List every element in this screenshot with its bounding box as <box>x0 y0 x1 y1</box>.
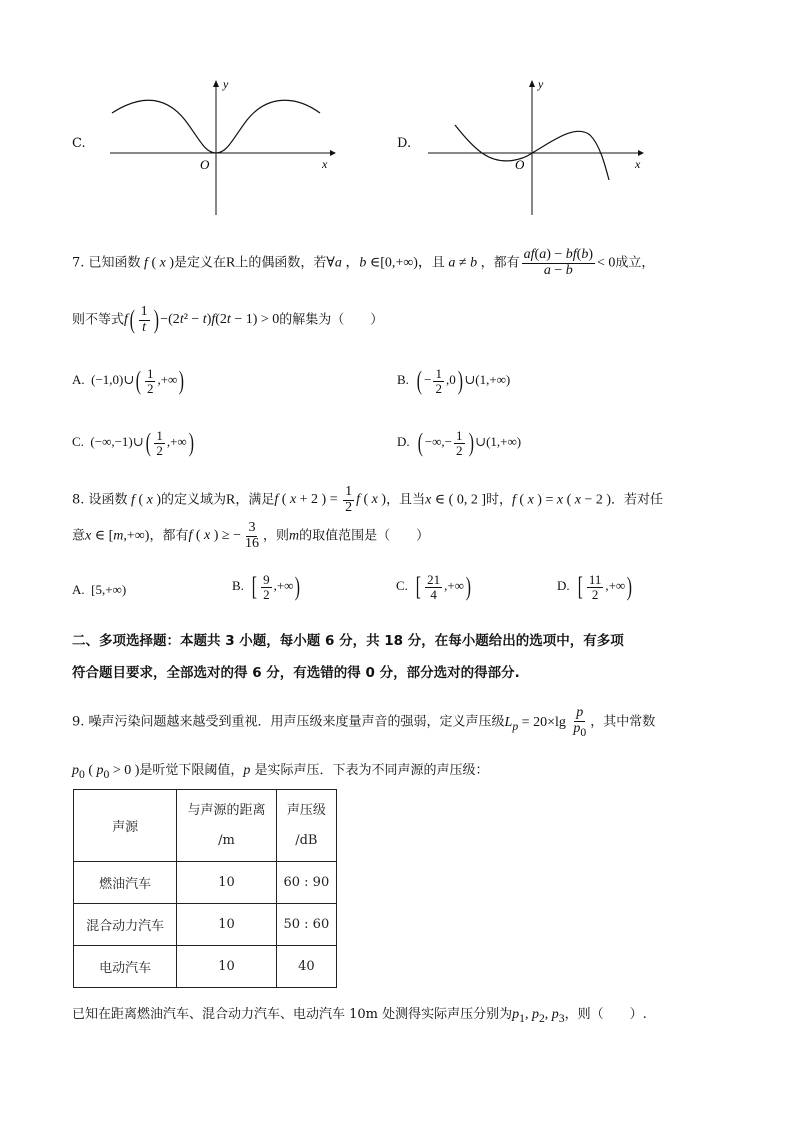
q9-footer: 已知在距离燃油汽车、混合动力汽车、电动汽车 10m 处测得实际声压分别为$p_1$, $p_2$, $p_3$，则（ ）. <box>72 1007 647 1025</box>
table-row: 混合动力汽车 10 50 : 60 <box>74 904 337 946</box>
q7-a-ne-b: a ≠ b <box>444 255 478 271</box>
section2-heading-line2: 符合题目要求，全部选对的得 6 分，有选错的得 0 分，部分选对的得部分. <box>72 665 520 681</box>
graph-c-y-label: y <box>223 77 229 91</box>
q7-text-d: 上的偶函数，若 <box>235 255 327 271</box>
table-row: 电动汽车 10 40 <box>74 946 337 988</box>
q7-forall: ∀a ，b ∈[0,+∞)， <box>326 255 432 271</box>
graph-d-x-arrow <box>638 150 644 156</box>
graph-d-y-arrow <box>529 80 535 87</box>
sound-source-table <box>73 789 337 988</box>
q8-stem-line2: 意x ∈ [m,+∞)，都有f ( x ) ≥ − $\frac{3}{16}$ ，则m的取值范围是（ ） <box>72 520 430 551</box>
q7-text-e: 且 <box>431 255 445 271</box>
graph-d-origin: O <box>515 157 525 172</box>
q9-stem-line1: 9. 噪声污染问题越来越受到重视．用声压级来度量声音的强弱，定义声压级$L_p = 20\times\lg$ $\frac{p}{p_0}$ ，其中常数 <box>72 705 656 739</box>
q7-option-b[interactable]: B. ( − $\frac{1}{2}$ ,0) ∪(1,+∞) <box>397 365 511 396</box>
q7-option-d[interactable]: D. ( −∞,− $\frac{1}{2}$ ) ∪(1,+∞) <box>397 427 522 458</box>
graph-c-x-label: x <box>322 157 328 171</box>
header-level: 声压级 /dB <box>276 790 336 862</box>
q7-text-solution: 的解集为（ ） <box>279 312 384 328</box>
section2-heading-line1: 二、多项选择题：本题共 3 小题，每小题 6 分，共 18 分，在每小题给出的选项中，有多项 <box>72 633 624 649</box>
header-source: 声源 <box>74 790 177 862</box>
q8-option-c[interactable]: C. [ $\frac{21}{4}$ ,+∞) <box>396 571 471 602</box>
q7-text-b: 是定义在 <box>174 255 227 271</box>
q9-stem-line2: $p_0$ ( $p_0 > 0$ )是听觉下限阈值，p 是实际声压．下表为不同声源的声压级： <box>72 763 489 781</box>
q7-set-r: R <box>226 255 236 271</box>
q7-fraction: $\frac{af(a) - bf(b)}{a - b}$ <box>523 247 593 278</box>
option-c-label: C. <box>72 136 86 151</box>
header-distance: 与声源的距离 /m <box>177 790 276 862</box>
table-header-row <box>74 790 337 862</box>
q8-option-a[interactable]: A. [5,+∞) <box>72 582 127 597</box>
q7-lt-zero: < 0 <box>596 255 616 271</box>
q7-stem-line2 <box>72 305 383 335</box>
graph-c-x-arrow <box>330 150 336 156</box>
q7-text-a: 7. 已知函数 <box>72 255 141 271</box>
graph-c-origin: O <box>200 157 210 172</box>
option-d-label: D. <box>397 136 412 151</box>
graph-d-y-label: y <box>538 77 544 91</box>
q8-option-b[interactable]: B. [ $\frac{9}{2}$ ,+∞) <box>232 571 301 602</box>
q7-text-f: ，都有 <box>480 255 520 271</box>
q7-option-a[interactable]: A. (−1,0)∪( $\frac{1}{2}$ ,+∞) <box>72 365 185 396</box>
q8-option-d[interactable]: D. [ $\frac{11}{2}$ ,+∞) <box>557 571 633 602</box>
q7-stem-line1 <box>72 248 654 278</box>
q8-stem-line1: 8. 设函数 f ( x )的定义域为R，满足f ( x + 2 ) = $\frac{1}{2}$ f ( x )，且当x ∈ ( 0, 2 ]时，f ( x ) = x ( x − 2 )．若对任 <box>72 484 664 515</box>
graph-d-diagram <box>425 75 650 220</box>
q7-option-c[interactable]: C. (−∞,−1)∪( $\frac{1}{2}$ ,+∞) <box>72 427 194 458</box>
graph-d-x-label: x <box>635 157 641 171</box>
q7-text-g: 成立， <box>615 255 655 271</box>
q7-func: f ( x ) <box>140 255 174 271</box>
graph-c-y-arrow <box>213 80 219 87</box>
graph-c-diagram <box>105 75 340 220</box>
table-row: 燃油汽车 10 60 : 90 <box>74 862 337 904</box>
q7-inequality: f( $\frac{1}{t}$ ) −(2t² − t)f(2t − 1) > 0 <box>124 304 280 335</box>
q7-text-ineq: 则不等式 <box>72 312 125 328</box>
